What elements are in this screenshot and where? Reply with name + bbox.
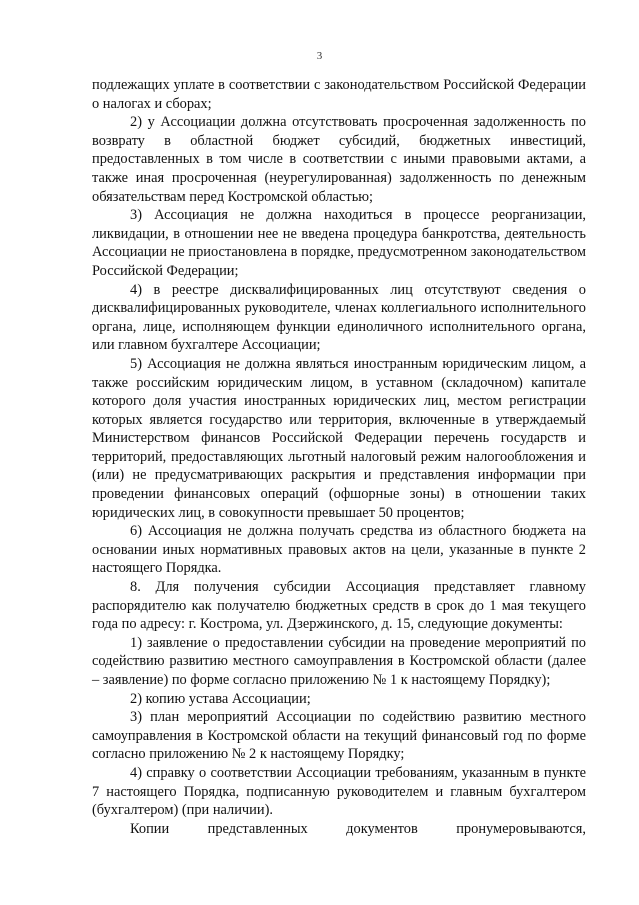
document-body bbox=[92, 76, 586, 838]
paragraph-item-6: 6) Ассоциация не должна получать средства из областного бюджета на основании иных нормативных правовых актов на цели, указанные в пункте 2 настоящего Порядка. bbox=[92, 523, 586, 577]
paragraph-item-4: 4) в реестре дисквалифицированных лиц отсутствуют сведения о дисквалифицированных руководителе, членах коллегиального исполнительного органа, лице, исполняющем функции единоличного исполнительного органа, или главном бухгалтере Ассоциации; bbox=[92, 281, 586, 354]
paragraph-item-3: 3) Ассоциация не должна находиться в процессе реорганизации, ликвидации, в отношении нее не введена процедура банкротства, деятельность Ассоциации не приостановлена в порядке, предусмотренном законодательством Российской Федерации; bbox=[92, 207, 586, 279]
paragraph-item-5: 5) Ассоциация не должна являться иностранным юридическим лицом, а также российским юридическим лицом, в уставном (складочном) капитале которого доля участия иностранных юридических лиц, местом регистрации которых является государство или территория, включенные в утверждаемый Министерством финансов Российской Федерации перечень государств и территорий, предоставляющих льготный налоговый режим налогообложения и (или) не предусматривающих раскрытия и представления информации при проведении финансовых операций (офшорные зоны) в отношении таких юридических лиц, в совокупности превышает 50 процентов; bbox=[92, 355, 586, 521]
page-number: 3 bbox=[316, 50, 323, 62]
paragraph-item-2: 2) у Ассоциации должна отсутствовать просроченная задолженность по возврату в областной бюджет субсидий, бюджетных инвестиций, предоставленных в том числе в соответствии с иными правовыми актами, а также иная просроченная (неурегулированная) задолженность по денежным обязательствам перед Костромской областью; bbox=[92, 114, 586, 205]
paragraph-copies: Копии представленных документов пронумеровываются, bbox=[130, 820, 586, 837]
paragraph-doc-4: 4) справку о соответствии Ассоциации требованиям, указанным в пункте 7 настоящего Порядка, подписанную руководителем и главным бухгалтером (бухгалтером) (при наличии). bbox=[92, 764, 586, 819]
paragraph-doc-1: 1) заявление о предоставлении субсидии на проведение мероприятий по содействию развитию местного самоуправления в Костромской области (далее – заявление) по форме согласно приложению № 1 к настоящему Порядку); bbox=[92, 634, 586, 688]
paragraph-doc-2: 2) копию устава Ассоциации; bbox=[130, 690, 311, 707]
paragraph-continuation: подлежащих уплате в соответствии с законодательством Российской Федерации о налогах и сборах; bbox=[92, 77, 586, 112]
paragraph-section-8: 8. Для получения субсидии Ассоциация представляет главному распорядителю как получателю бюджетных средств в срок до 1 мая текущего года по адресу: г. Кострома, ул. Дзержинского, д. 15, следующие документы: bbox=[92, 579, 586, 633]
paragraph-doc-3: 3) план мероприятий Ассоциации по содействию развитию местного самоуправления в Костромской области на текущий финансовый год по форме согласно приложению № 2 к настоящему Порядку; bbox=[92, 709, 586, 763]
